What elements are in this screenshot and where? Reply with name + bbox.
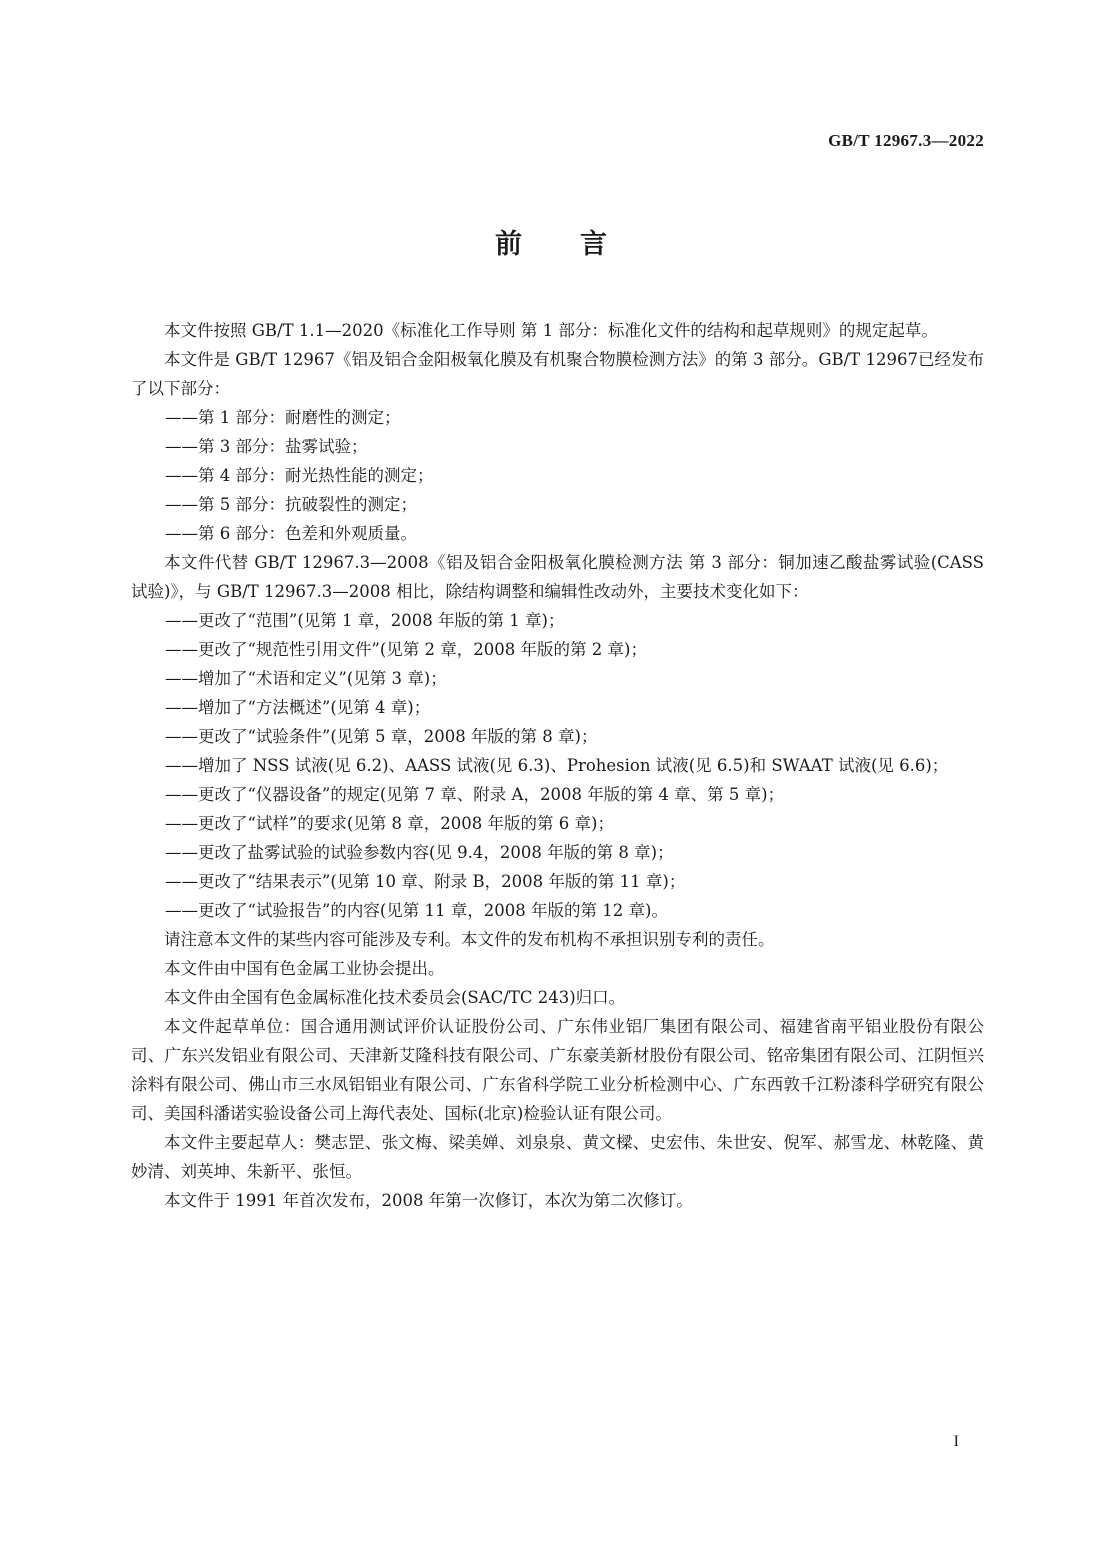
- page-title: 前言: [495, 229, 665, 260]
- list-item: ——更改了盐雾试验的试验参数内容(见 9.4，2008 年版的第 8 章)；: [165, 843, 674, 862]
- replacement-paragraph: 本文件代替 GB/T 12967.3—2008《铝及铝合金阳极氧化膜检测方法 第 3 部分：铜加速乙酸盐雾试验(CASS 试验)》，与 GB/T 12967.3—2008 相比，除结构调整和编辑性改动外，主要技术变化如下：: [131, 553, 984, 601]
- document-body: [131, 316, 984, 1215]
- list-item: ——第 5 部分：抗破裂性的测定；: [165, 495, 417, 514]
- list-item: ——更改了“仪器设备”的规定(见第 7 章、附录 A，2008 年版的第 4 章、第 5 章)；: [165, 785, 785, 804]
- list-item: ——第 3 部分：盐雾试验；: [165, 437, 368, 456]
- page-number: I: [953, 1433, 959, 1450]
- list-item: ——更改了“结果表示”(见第 10 章、附录 B，2008 年版的第 11 章)；: [165, 872, 686, 891]
- list-item: ——更改了“试样”的要求(见第 8 章，2008 年版的第 6 章)；: [165, 814, 614, 833]
- intro-paragraph: 本文件按照 GB/T 1.1—2020《标准化工作导则 第 1 部分：标准化文件的结构和起草规则》的规定起草。: [164, 321, 938, 340]
- intro-paragraph: 本文件是 GB/T 12967《铝及铝合金阳极氧化膜及有机聚合物膜检测方法》的第 3 部分。GB/T 12967已经发布了以下部分：: [131, 350, 984, 398]
- committee-paragraph: 本文件由全国有色金属标准化技术委员会(SAC/TC 243)归口。: [164, 988, 626, 1007]
- list-item: ——增加了“术语和定义”(见第 3 章)；: [165, 669, 447, 688]
- history-paragraph: 本文件于 1991 年首次发布，2008 年第一次修订，本次为第二次修订。: [164, 1191, 693, 1210]
- list-item: ——增加了 NSS 试液(见 6.2)、AASS 试液(见 6.3)、Prohesion 试液(见 6.5)和 SWAAT 试液(见 6.6)；: [165, 756, 949, 775]
- drafters-paragraph: 本文件主要起草人：樊志罡、张文梅、梁美婵、刘泉泉、黄文樑、史宏伟、朱世安、倪军、郝雪龙、林乾隆、黄妙清、刘英坤、朱新平、张恒。: [131, 1133, 984, 1181]
- list-item: ——第 4 部分：耐光热性能的测定；: [165, 466, 434, 485]
- changes-list: [131, 606, 984, 925]
- list-item: ——更改了“规范性引用文件”(见第 2 章，2008 年版的第 2 章)；: [165, 640, 647, 659]
- list-item: ——增加了“方法概述”(见第 4 章)；: [165, 698, 431, 717]
- list-item: ——第 1 部分：耐磨性的测定；: [165, 408, 401, 427]
- parts-list: [131, 403, 984, 548]
- list-item: ——第 6 部分：色差和外观质量。: [165, 524, 417, 543]
- patent-notice: 请注意本文件的某些内容可能涉及专利。本文件的发布机构不承担识别专利的责任。: [164, 930, 775, 949]
- list-item: ——更改了“试验报告”的内容(见第 11 章，2008 年版的第 12 章)。: [165, 901, 668, 920]
- proposer-paragraph: 本文件由中国有色金属工业协会提出。: [164, 959, 445, 978]
- list-item: ——更改了“范围”(见第 1 章，2008 年版的第 1 章)；: [165, 611, 565, 630]
- standard-number: GB/T 12967.3—2022: [828, 131, 984, 150]
- drafting-units-paragraph: 本文件起草单位：国合通用测试评价认证股份公司、广东伟业铝厂集团有限公司、福建省南平铝业股份有限公司、广东兴发铝业有限公司、天津新艾隆科技有限公司、广东豪美新材股份有限公司、铭帝集团有限公司、江阴恒兴涂料有限公司、佛山市三水凤铝铝业有限公司、广东省科学院工业分析检测中心、广东西敦千江粉漆科学研究有限公司、美国科潘诺实验设备公司上海代表处、国标(北京)检验认证有限公司。: [131, 1017, 984, 1123]
- list-item: ——更改了“试验条件”(见第 5 章，2008 年版的第 8 章)；: [165, 727, 598, 746]
